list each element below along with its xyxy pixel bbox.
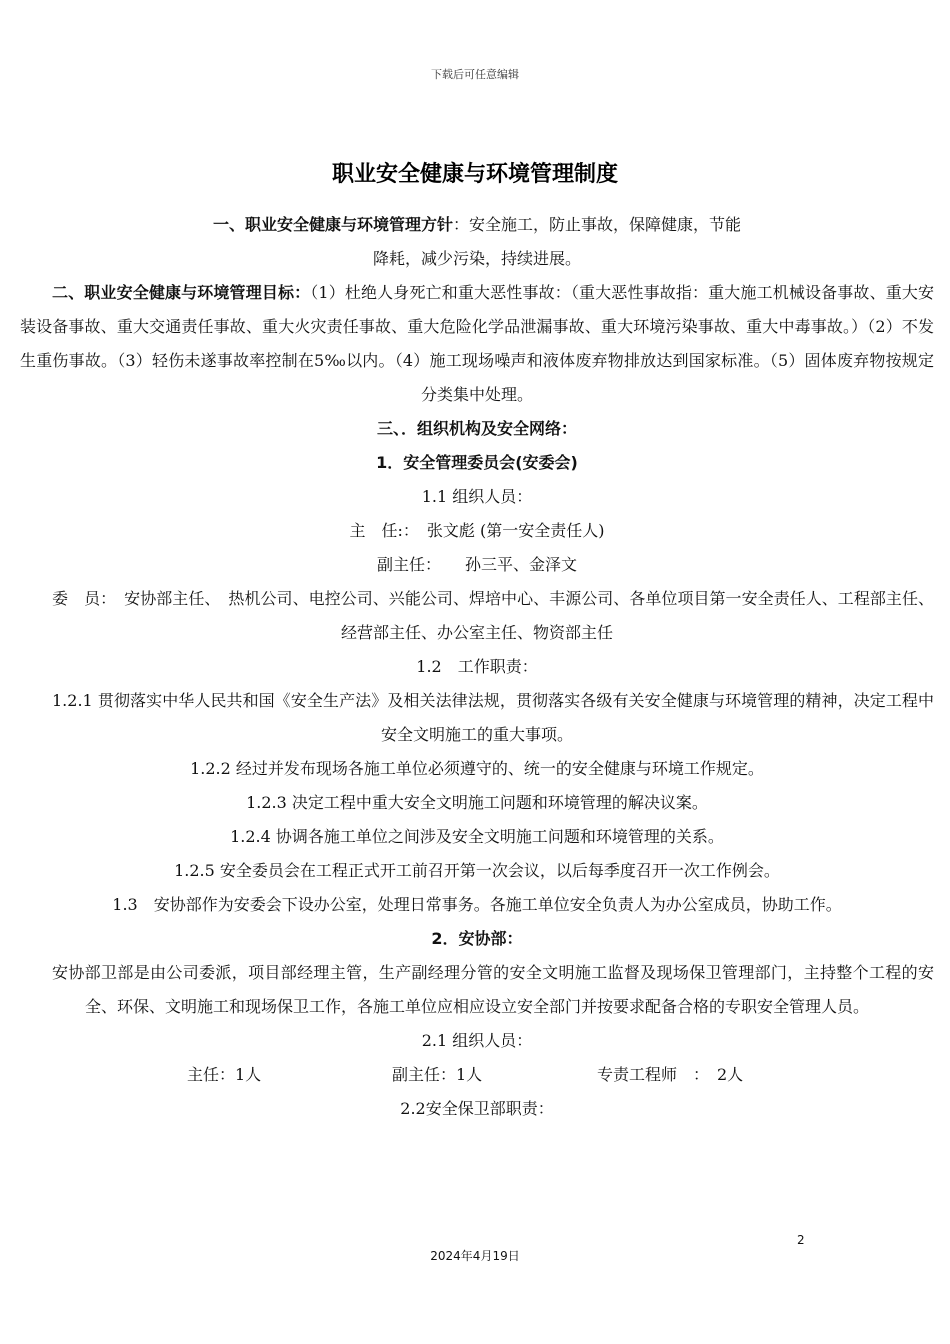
section-2-paragraph [20,276,934,412]
section-2-text: （1）杜绝人身死亡和重大恶性事故：（重大恶性事故指：重大施工机械设备事故、重大安装设备事故、重大交通责任事故、重大火灾责任事故、重大危险化学品泄漏事故、重大环境污染事故、重大中毒事故。）（2）不发生重伤事故。（3）轻伤未遂事故率控制在5‰以内。（4）施工现场噪声和液体废弃物排放达到国家标准。（5）固体废弃物按规定分类集中处理。 [20,283,934,404]
duty-1-2-3: 1.2.3 决定工程中重大安全文明施工问题和环境管理的解决议案。 [246,793,708,812]
section-1-text: ：安全施工，防止事故，保障健康，节能 [453,215,742,234]
committee-heading: 1．安全管理委员会(安委会) [376,453,578,472]
section-1-label: 一、职业安全健康与环境管理方针 [212,215,453,234]
staff-director: 主任：1人 [187,1065,262,1084]
safety-dept-staff-row [20,1058,934,1092]
duty-1-2-5: 1.2.5 安全委员会在工程正式开工前召开第一次会议，以后每季度召开一次工作例会。 [174,861,780,880]
committee-director: 主 任:： 张文彪 (第一安全责任人) [349,521,605,540]
committee-org-label: 1.1 组织人员： [421,487,533,506]
header-note: 下载后可任意编辑 [431,68,519,81]
duty-1-3: 1.3 安协部作为安委会下设办公室，处理日常事务。各施工单位安全负责人为办公室成员，协助工作。 [112,895,842,914]
duty-1-2-1: 1.2.1 贯彻落实中华人民共和国《安全生产法》及相关法律法规，贯彻落实各级有关安全健康与环境管理的精神，决定工程中安全文明施工的重大事项。 [52,691,934,744]
page-title: 职业安全健康与环境管理制度 [331,162,618,187]
staff-engineer: 专责工程师 ： 2人 [597,1065,744,1084]
safety-dept-duty-label: 2.2安全保卫部职责： [400,1099,554,1118]
safety-dept-heading: 2．安协部： [431,929,523,948]
safety-dept-org-label: 2.1 组织人员： [421,1031,533,1050]
committee-deputy: 副主任： 孙三平、金泽文 [376,555,577,574]
section-2-label: 二、职业安全健康与环境管理目标： [52,283,311,302]
footer-date: 2024年4月19日 [430,1249,520,1263]
duty-1-2-2: 1.2.2 经过并发布现场各施工单位必须遵守的、统一的安全健康与环境工作规定。 [190,759,764,778]
committee-duty-label: 1.2 工作职责： [416,657,538,676]
safety-dept-paragraph: 安协部卫部是由公司委派，项目部经理主管，生产副经理分管的安全文明施工监督及现场保卫管理部门，主持整个工程的安全、环保、文明施工和现场保卫工作，各施工单位应相应设立安全部门并按要求配备合格的专职安全管理人员。 [52,963,934,1016]
section-1-line-1 [20,208,934,242]
committee-members: 委 员： 安协部主任、 热机公司、电控公司、兴能公司、焊培中心、丰源公司、各单位项目第一安全责任人、工程部主任、经营部主任、办公室主任、物资部主任 [52,589,934,642]
section-3-heading: 三、．组织机构及安全网络： [376,419,577,438]
page-number: 2 [797,1233,805,1247]
duty-1-2-4: 1.2.4 协调各施工单位之间涉及安全文明施工问题和环境管理的关系。 [230,827,724,846]
staff-deputy: 副主任：1人 [392,1065,483,1084]
section-1-line-2: 降耗，减少污染，持续进展。 [372,249,581,268]
document-body [20,208,934,1126]
